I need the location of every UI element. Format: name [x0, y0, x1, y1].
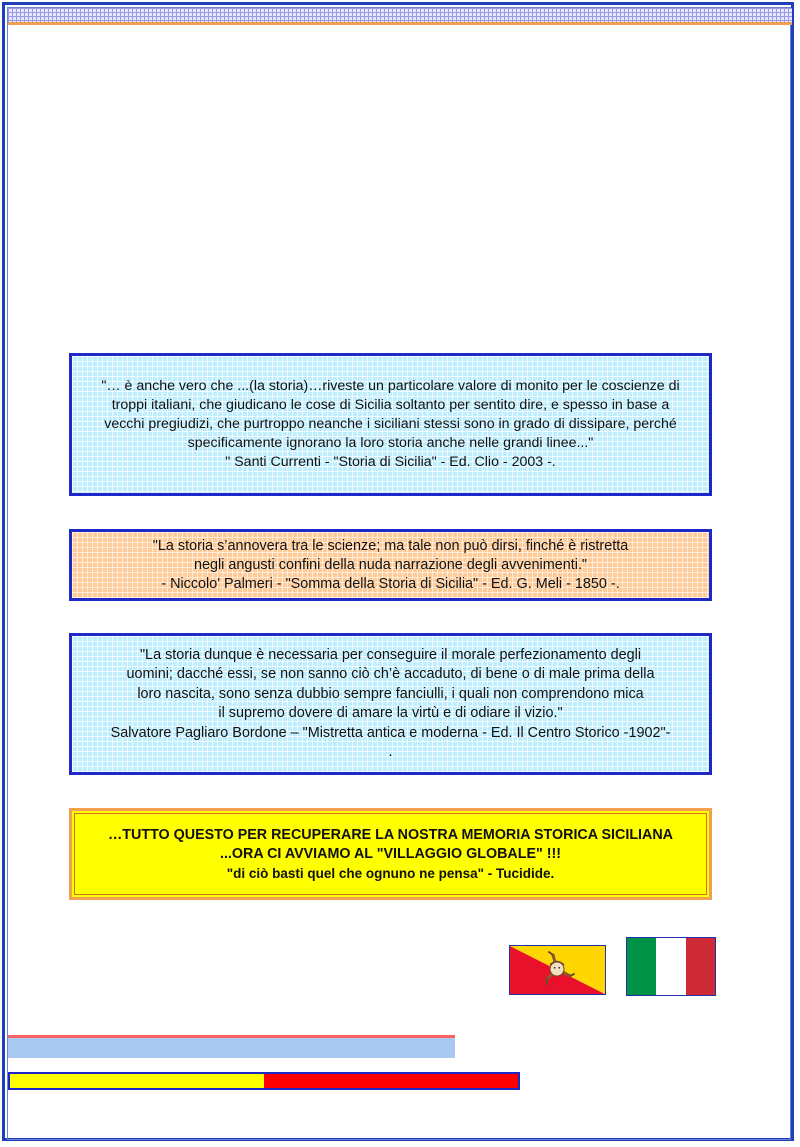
quote-line: il supremo dovere di amare la virtù e di odiare il vizio." — [218, 705, 563, 721]
quote-bordone — [69, 633, 712, 775]
quote-line: loro nascita, sono senza dubbio sempre fanciulli, i quali non comprendono mica — [137, 685, 644, 702]
top-decorative-bar — [8, 8, 792, 25]
quote-line: "… è anche vero che ...(la storia)…riveste un particolare valore di monito per le coscienze di — [101, 378, 680, 394]
quote-line: vecchi pregiudizi, che purtroppo neanche i siciliani stessi sono in grado di dissipare, perché — [104, 416, 677, 432]
quote-line: specificamente ignorano la loro storia anche nelle grandi linee..." — [187, 435, 594, 451]
quote-line: negli angusti confini della nuda narrazione degli avvenimenti." — [193, 556, 588, 573]
quote-line: "La storia dunque è necessaria per conseguire il morale perfezionamento degli — [139, 646, 642, 663]
quote-line: "La storia s’annovera tra le scienze; ma tale non può dirsi, finché è ristretta — [152, 537, 629, 554]
quote-attribution: Salvatore Pagliaro Bordone – "Mistretta antica e moderna - Ed. Il Centro Storico -1902"- — [110, 724, 671, 741]
quote-attribution: - Niccolo' Palmeri - "Somma della Storia di Sicilia" - Ed. G. Meli - 1850 -. — [161, 575, 620, 592]
memory-banner — [69, 808, 712, 900]
banner-line-3: "di ciò basti quel che ognuno ne pensa" - Tucidide. — [226, 865, 555, 881]
decorative-bar-sicily-colors — [8, 1072, 520, 1090]
sicily-flag-graphic — [510, 946, 605, 994]
banner-line-1: …TUTTO QUESTO PER RECUPERARE LA NOSTRA MEMORIA STORICA SICILIANA — [107, 826, 674, 843]
quote-palmeri — [69, 529, 712, 601]
quote-attribution: " Santi Currenti - "Storia di Sicilia" - Ed. Clio - 2003 -. — [225, 454, 556, 470]
italy-flag-red — [686, 938, 715, 995]
italy-flag-green — [627, 938, 656, 995]
italy-flag-icon — [626, 937, 716, 996]
italy-flag-white — [656, 938, 685, 995]
quote-line: uomini; dacché essi, se non sanno ciò ch’è accaduto, di bene o di male prima della — [126, 666, 655, 682]
quote-line: . — [388, 744, 393, 760]
bar-red-segment — [264, 1074, 518, 1088]
decorative-bar-light — [8, 1035, 455, 1058]
quote-line: troppi italiani, che giudicano le cose di Sicilia soltanto per sentito dire, e spesso in base a — [111, 397, 670, 413]
quote-currenti — [69, 353, 712, 496]
banner-line-2: ...ORA CI AVVIAMO AL "VILLAGGIO GLOBALE" !!! — [219, 845, 562, 862]
sicily-flag-icon — [509, 945, 606, 995]
bar-yellow-segment — [10, 1074, 264, 1088]
